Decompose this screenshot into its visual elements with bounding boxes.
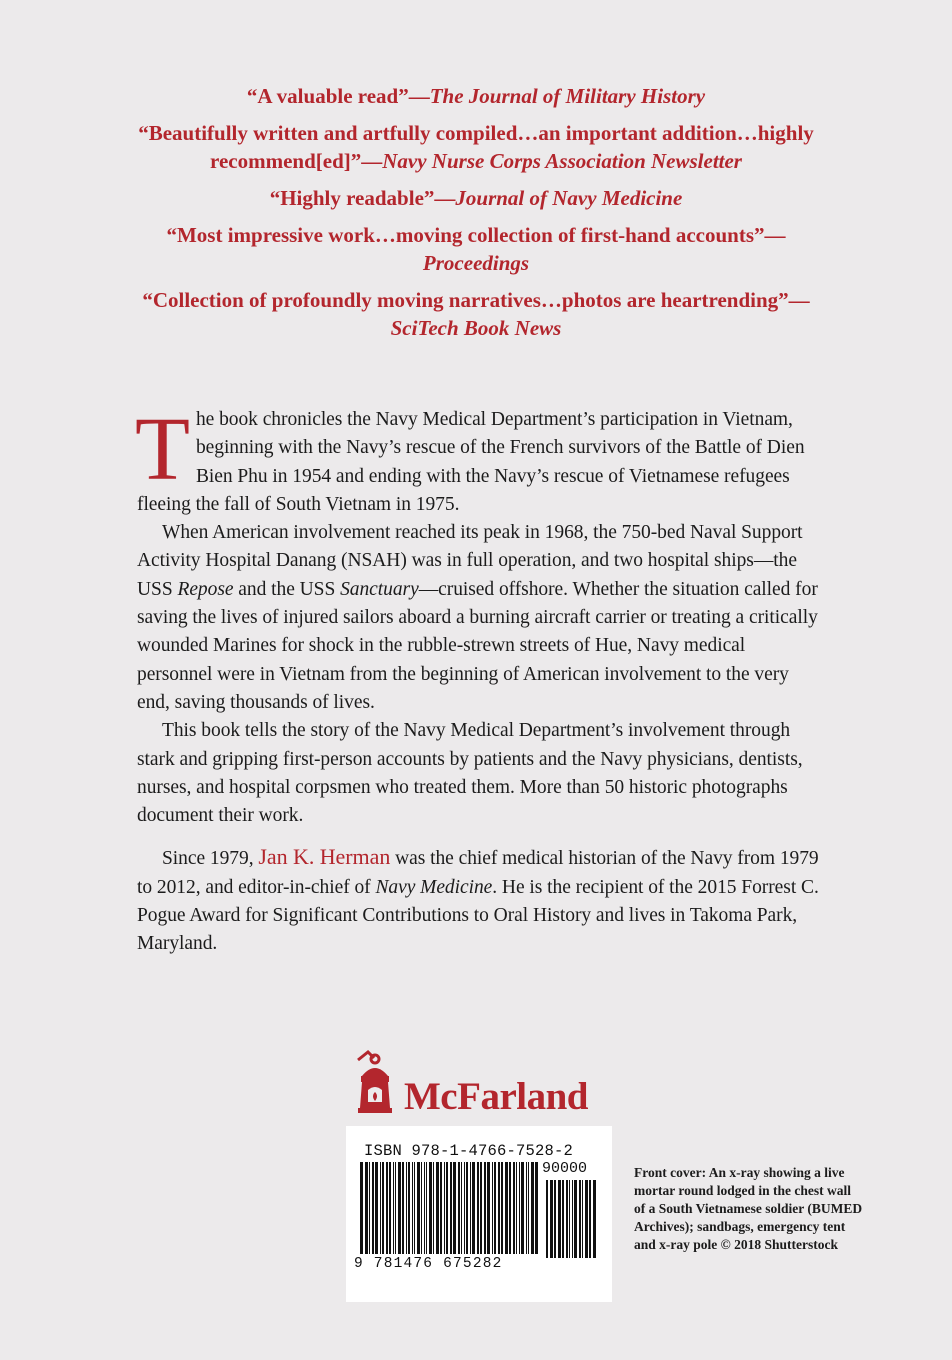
barcode-bar xyxy=(566,1180,568,1258)
barcode-bar xyxy=(501,1162,503,1254)
barcode-bar xyxy=(528,1162,529,1254)
quote-text: “Collection of profoundly moving narratives…photos are heartrending”— xyxy=(142,288,810,312)
publication-name: Navy Medicine xyxy=(375,876,493,898)
barcode-bar xyxy=(554,1180,556,1258)
bio-suffix: . He is the recipient of the 2015 Forrest C. Pogue Award for Significant Contributions to Oral History and lives in Takoma Park, Maryland. xyxy=(137,876,819,955)
barcode-bar xyxy=(531,1162,534,1254)
publisher-name: McFarland xyxy=(404,1075,588,1118)
barcode-bar xyxy=(406,1162,407,1254)
barcode-bar xyxy=(484,1162,486,1254)
review-quote xyxy=(120,82,832,110)
description-paragraph-2 xyxy=(137,519,819,717)
barcode-bar xyxy=(458,1162,460,1254)
barcode-bar xyxy=(519,1162,520,1254)
barcode-bar xyxy=(395,1162,396,1254)
barcode-bar xyxy=(446,1162,448,1254)
lantern-icon xyxy=(348,1046,402,1118)
quote-text: “Most impressive work…moving collection of first-hand accounts”— xyxy=(166,223,786,247)
review-quote xyxy=(120,221,832,277)
barcode-bar xyxy=(546,1180,548,1258)
barcode-bar xyxy=(360,1162,363,1254)
description-paragraph-3 xyxy=(137,717,819,830)
barcode-bar xyxy=(433,1162,434,1254)
price-code: 90000 xyxy=(542,1160,588,1177)
barcode-bar xyxy=(372,1162,374,1254)
barcode-bar xyxy=(417,1162,420,1254)
barcode-bar xyxy=(444,1162,445,1254)
ship-name-repose: Repose xyxy=(177,578,234,600)
barcode-bar xyxy=(436,1162,439,1254)
cover-credit: Front cover: An x-ray showing a live mortar round lodged in the chest wall of a South Vietnamese soldier (BUMED Archives); sandbags, emergency tent and x-ray pole © 2018 Shutterstock xyxy=(634,1165,863,1252)
barcode-bar xyxy=(513,1162,515,1254)
barcode-bar xyxy=(380,1162,381,1254)
barcode-bar xyxy=(453,1162,456,1254)
barcode-bar xyxy=(521,1162,524,1254)
barcode-bar xyxy=(386,1162,388,1254)
barcode-bar xyxy=(398,1162,401,1254)
quote-text: “A valuable read”— xyxy=(246,84,430,108)
barcode-bar xyxy=(505,1162,508,1254)
barcode-bar xyxy=(412,1162,413,1254)
drop-cap: T xyxy=(135,400,190,499)
quote-source: Navy Nurse Corps Association Newsletter xyxy=(382,149,742,173)
barcode-bar xyxy=(550,1180,553,1258)
bio-mid: was the chief medical historian of the Navy from 1979 to 2012, and editor-in-chief of xyxy=(137,848,819,898)
quote-source: Journal of Navy Medicine xyxy=(455,186,683,210)
barcode-bar xyxy=(450,1162,452,1254)
ean-barcode xyxy=(360,1162,540,1254)
description-paragraph-1 xyxy=(135,400,819,519)
addon-barcode xyxy=(546,1180,598,1258)
barcode-bar xyxy=(572,1180,573,1258)
quote-text: “Highly readable”— xyxy=(269,186,456,210)
barcode-bar xyxy=(393,1162,394,1254)
barcode-bar xyxy=(421,1162,422,1254)
description-text-2b: and the USS xyxy=(233,578,341,600)
barcode-bar xyxy=(535,1162,538,1254)
barcode-bar xyxy=(389,1162,391,1254)
quote-text: “Beautifully written and artfully compiled…an important addition…highly recommend[ed]”— xyxy=(138,121,814,173)
review-quote xyxy=(120,184,832,212)
barcode-bar xyxy=(492,1162,493,1254)
barcode-bar xyxy=(477,1162,479,1254)
bio-prefix: Since 1979, xyxy=(162,848,259,870)
barcode-bar xyxy=(369,1162,370,1254)
barcode-bar xyxy=(461,1162,462,1254)
barcode-bar xyxy=(365,1162,368,1254)
barcode-panel xyxy=(346,1126,612,1302)
barcode-bar xyxy=(375,1162,378,1254)
barcode-bar xyxy=(426,1162,427,1254)
barcode-bar xyxy=(509,1162,511,1254)
barcode-bar xyxy=(558,1180,561,1258)
barcode-bar xyxy=(494,1162,496,1254)
barcode-bar xyxy=(480,1162,482,1254)
barcode-bar xyxy=(569,1180,570,1258)
description-text-3: This book tells the story of the Navy Medical Department’s involvement through stark and gripping first-person accounts by patients and the Navy physicians, dentists, nurses, and hospital corpsmen who treated them. More than 50 historic photographs document their work. xyxy=(137,720,803,827)
quote-source: The Journal of Military History xyxy=(429,84,706,108)
barcode-bar xyxy=(470,1162,471,1254)
barcode-bar xyxy=(562,1180,564,1258)
review-quote xyxy=(120,286,832,342)
barcode-bar xyxy=(440,1162,442,1254)
barcode-bar xyxy=(466,1162,468,1254)
barcode-bar xyxy=(593,1180,596,1258)
barcode-bar xyxy=(585,1180,588,1258)
barcode-bar xyxy=(382,1162,384,1254)
barcode-bar xyxy=(526,1162,527,1254)
barcode-bar xyxy=(498,1162,500,1254)
barcode-bar xyxy=(589,1180,591,1258)
isbn-label: ISBN 978-1-4766-7528-2 xyxy=(364,1142,574,1160)
barcode-bar xyxy=(487,1162,490,1254)
author-bio xyxy=(137,843,819,958)
barcode-bar xyxy=(464,1162,465,1254)
quote-source: SciTech Book News xyxy=(390,316,562,340)
description-text-1: he book chronicles the Navy Medical Department’s participation in Vietnam, beginning with the Navy’s rescue of the French survivors of the Battle of Dien Bien Phu in 1954 and ending with the Navy’s rescue of Vietnamese refugees fleeing the fall of South Vietnam in 1975. xyxy=(137,409,805,515)
barcode-bar xyxy=(516,1162,517,1254)
barcode-bar xyxy=(408,1162,410,1254)
barcode-bar xyxy=(402,1162,404,1254)
barcode-bar xyxy=(579,1180,581,1258)
publisher-logo xyxy=(348,1046,608,1118)
barcode-bar xyxy=(472,1162,475,1254)
barcode-bar xyxy=(429,1162,432,1254)
review-quote xyxy=(120,119,832,175)
barcode-bar xyxy=(574,1180,577,1258)
barcode-bar xyxy=(582,1180,583,1258)
ean-digits: 9 781476 675282 xyxy=(354,1256,503,1272)
review-quotes xyxy=(120,82,832,351)
barcode-bar xyxy=(414,1162,415,1254)
quote-source: Proceedings xyxy=(422,251,530,275)
barcode-bar xyxy=(424,1162,425,1254)
description-text-2a: When American involvement reached its peak in 1968, the 750-bed Naval Support Activity Hospital Danang (NSAH) was in full operation, and two hospital ships—the USS xyxy=(137,522,803,600)
book-description xyxy=(135,400,819,959)
author-name: Jan K. Herman xyxy=(258,844,391,870)
description-text-2c: —cruised offshore. Whether the situation called for saving the lives of injured sailors aboard a burning aircraft carrier or treating a critically wounded Marines for shock in the rubble-strewn streets of Hue, Navy medical personnel were in Vietnam from the beginning of American involvement to the very end, saving thousands of lives. xyxy=(137,578,818,713)
ship-name-sanctuary: Sanctuary xyxy=(340,578,419,600)
